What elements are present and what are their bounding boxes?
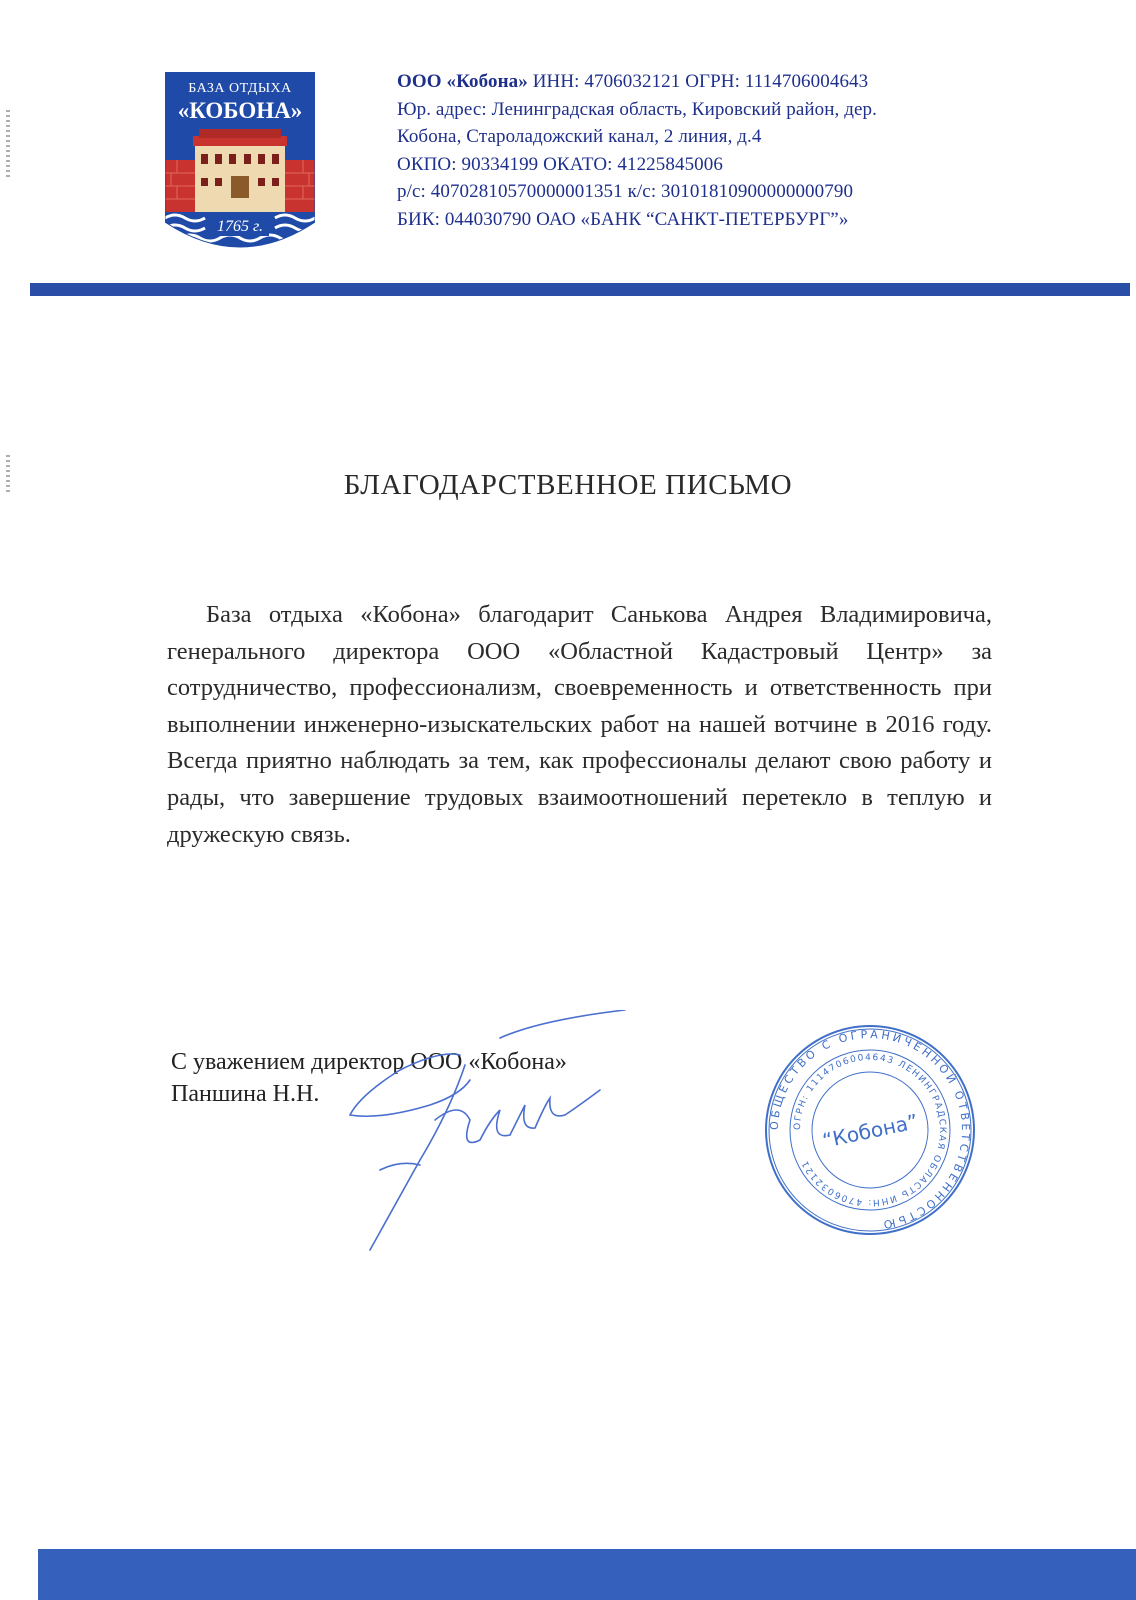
kobona-logo [165,72,315,257]
logo-year-text: 1765 г. [216,218,264,235]
signer-name: Паншина Н.Н. [171,1081,320,1107]
accounts-line: р/с: 40702810570000001351 к/с: 30101810900000000790 [397,181,854,202]
logo-name-text: «КОБОНА» [177,98,303,123]
org-ids: ИНН: 4706032121 ОГРН: 1114706004643 [532,71,869,92]
header-divider [30,283,1130,296]
org-name: ООО «Кобона» [397,71,528,92]
bank-line: БИК: 044030790 ОАО «БАНК “САНКТ-ПЕТЕРБУРГ”» [397,208,849,230]
letter-body: База отдыха «Кобона» благодарит Санькова Андрея Владимировича, генерального директора ООО «Областной Кадастровый Центр» за сотрудничество, профессионализм, своевременность и ответственность при выполнении инженерно-изыскательских работ на нашей вотчине в 2016 году. Всегда приятно наблюдать за тем, как профессионалы делают свою работу и рады, что завершение трудовых взаимоотношений перетекло в теплую и дружескую связь. [167,601,992,848]
handwritten-signature [340,1010,650,1280]
stamp-center-text: “Кобона” [820,1109,921,1153]
codes-line: ОКПО: 90334199 ОКАТО: 41225845006 [397,153,723,175]
closing-line: С уважением директор ООО «Кобона» [171,1049,567,1075]
footer-band [38,1549,1136,1600]
company-stamp [760,1020,980,1240]
scan-edge-marks-top [6,110,10,180]
stamp-inner-text-path: ОГРН: 1114706004643 ЛЕНИНГРАДСКАЯ ОБЛАСТЬ ИНН: 4706032121 [792,1052,948,1208]
address-line-1: Юр. адрес: Ленинградская область, Кировский район, дер. [397,98,877,120]
stamp-outer-text-path: ОБЩЕСТВО С ОГРАНИЧЕННОЙ ОТВЕТСТВЕННОСТЬЮ [767,1027,973,1232]
document-title: БЛАГОДАРСТВЕННОЕ ПИСЬМО [343,469,793,501]
header-requisites [397,68,877,233]
header-line-ids [397,68,877,96]
logo-top-text: БАЗА ОТДЫХА [188,81,292,96]
address-line-2: Кобона, Староладожский канал, 2 линия, д.4 [397,126,762,147]
